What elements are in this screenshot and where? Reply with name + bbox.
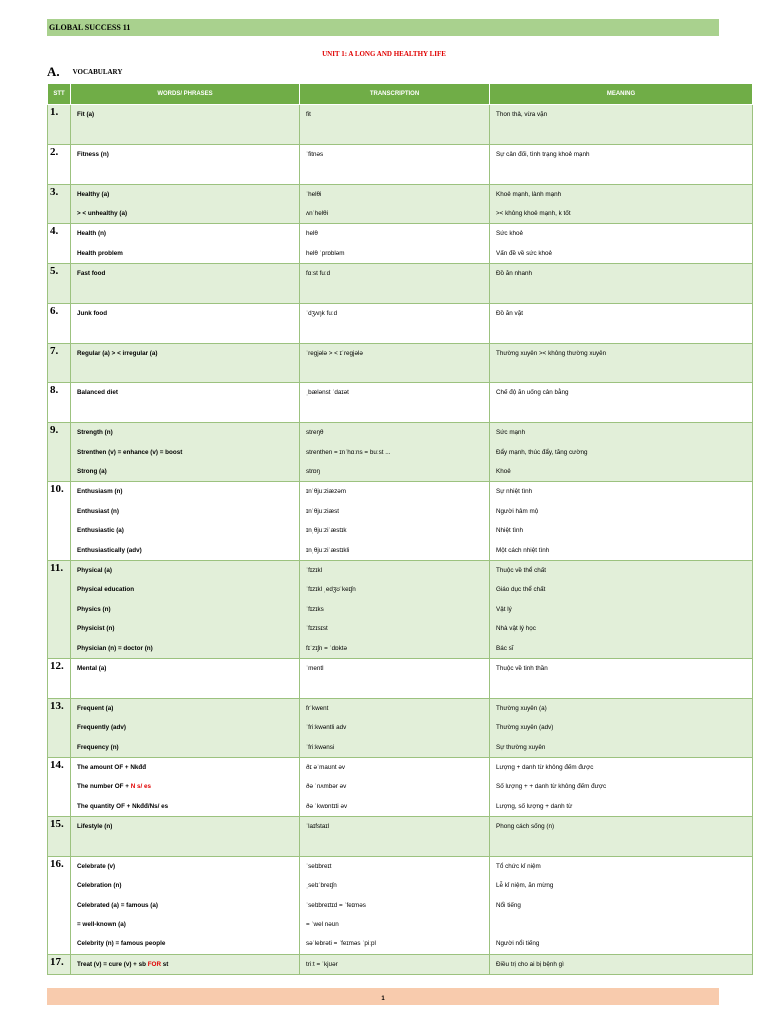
word-cell-line: The amount OF + Nkđđ bbox=[77, 763, 147, 771]
transcription-cell-line: fɑːst fuːd bbox=[306, 270, 331, 278]
word-cell-line bbox=[71, 678, 299, 697]
word-cell-line bbox=[71, 284, 299, 303]
column-header-transcription: TRANSCRIPTION bbox=[300, 84, 490, 105]
word-cell-line: Celebrity (n) = famous people bbox=[77, 940, 166, 948]
row-number: 7. bbox=[48, 343, 71, 383]
transcription-cell-line: ˈfɪzɪkl ˌedʒʊˈkeɪʃn bbox=[306, 586, 356, 594]
transcription-cell-line: ˈregjələ > < ɪˈregjələ bbox=[306, 349, 363, 357]
meaning-cell bbox=[490, 144, 753, 184]
meaning-cell-line: Thon thả, vừa vặn bbox=[496, 111, 548, 118]
transcription-cell bbox=[300, 658, 490, 698]
transcription-cell-line: ˈfɪzɪks bbox=[306, 605, 324, 613]
meaning-cell-line bbox=[490, 124, 752, 143]
word-cell-line bbox=[71, 124, 299, 143]
transcription-cell-line bbox=[300, 284, 489, 303]
meaning-cell bbox=[490, 105, 753, 145]
word-cell-line bbox=[71, 164, 299, 183]
transcription-cell-line: ˈselɪbreɪt bbox=[306, 862, 332, 870]
table-body bbox=[48, 105, 753, 975]
word-cell-line: Physics (n) bbox=[77, 605, 111, 613]
transcription-cell-line: ˌselɪˈbreɪʃn bbox=[306, 882, 337, 890]
page-number: 1 bbox=[381, 996, 385, 1002]
section-heading bbox=[47, 63, 122, 79]
table-row bbox=[48, 105, 753, 145]
highlighted-fragment: N s/ es bbox=[130, 783, 152, 791]
transcription-cell bbox=[300, 817, 490, 857]
section-letter: A. bbox=[47, 64, 60, 79]
word-cell bbox=[71, 658, 300, 698]
row-number: 8. bbox=[48, 383, 71, 423]
transcription-cell-line: strɒŋ bbox=[306, 468, 320, 476]
word-cell-line: Physician (n) = doctor (n) bbox=[77, 644, 153, 652]
meaning-cell-line: Đẩy mạnh, thúc đẩy, tăng cường bbox=[496, 448, 588, 456]
transcription-cell-line: ˈselɪbreɪtɪd = ˈfeɪməs bbox=[306, 901, 366, 909]
meaning-cell-line: Sự cân đối, tình trạng khoẻ mạnh bbox=[496, 150, 590, 158]
word-cell-line bbox=[71, 323, 299, 342]
word-cell-line: Enthusiast (n) bbox=[77, 507, 119, 515]
word-cell-line: = well-known (a) bbox=[77, 921, 126, 929]
meaning-cell-line: Lượng, số lượng + danh từ bbox=[496, 802, 573, 810]
word-cell-line: Enthusiastically (adv) bbox=[77, 546, 142, 554]
transcription-cell-line bbox=[300, 403, 489, 422]
column-header-stt: STT bbox=[48, 84, 71, 105]
word-cell-line bbox=[71, 403, 299, 422]
table-row bbox=[48, 856, 753, 954]
row-number: 5. bbox=[48, 264, 71, 304]
meaning-cell bbox=[490, 856, 753, 954]
transcription-cell-line: ɪnˌθjuːziˈæstɪkli bbox=[306, 546, 350, 554]
row-number: 13. bbox=[48, 698, 71, 757]
meaning-cell-line: Thường xuyên (a) bbox=[496, 704, 547, 712]
row-number: 4. bbox=[48, 224, 71, 264]
transcription-cell-line: ˈhelθi bbox=[306, 190, 322, 198]
meaning-cell-line: Đồ ăn vặt bbox=[496, 309, 523, 317]
transcription-cell-line: ɪnˈθjuːziæzəm bbox=[306, 488, 347, 496]
transcription-cell-line bbox=[300, 124, 489, 143]
transcription-cell-line: strenthen = ɪnˈhɑːns = buːst ... bbox=[306, 448, 391, 456]
transcription-cell-line: ˈfɪzɪsɪst bbox=[306, 625, 328, 633]
word-cell-line: Frequently (adv) bbox=[77, 724, 126, 732]
column-header-meaning: MEANING bbox=[490, 84, 753, 105]
word-cell-line: Fit (a) bbox=[77, 111, 95, 118]
section-label: VOCABULARY bbox=[72, 68, 123, 76]
highlighted-fragment: FOR bbox=[147, 960, 161, 968]
meaning-cell-line: Số lượng + + danh từ không đếm được bbox=[496, 783, 607, 791]
meaning-cell-line: Lượng + danh từ không đếm được bbox=[496, 763, 594, 771]
word-cell-line bbox=[71, 836, 299, 855]
meaning-cell-line: Khoẻ bbox=[496, 468, 511, 476]
transcription-cell-line: ˈfriːkwəntli adv bbox=[306, 724, 347, 732]
column-header-words: WORDS/ PHRASES bbox=[71, 84, 300, 105]
transcription-cell-line: helθ ˈprɒbləm bbox=[306, 249, 345, 257]
meaning-cell-line bbox=[490, 363, 752, 382]
table-row bbox=[48, 303, 753, 343]
meaning-cell-line: Thường xuyên >< không thường xuyên bbox=[496, 349, 607, 357]
transcription-cell bbox=[300, 144, 490, 184]
transcription-cell-line: ɪnˈθjuːziæst bbox=[306, 507, 340, 515]
word-cell bbox=[71, 423, 300, 482]
meaning-cell-line: Nhiệt tình bbox=[496, 527, 523, 535]
meaning-cell-line: Thường xuyên (adv) bbox=[496, 724, 554, 732]
transcription-cell bbox=[300, 343, 490, 383]
table-row bbox=[48, 698, 753, 757]
transcription-cell-line: streŋθ bbox=[306, 429, 324, 437]
transcription-cell-line: ˈdʒʌŋk fuːd bbox=[306, 309, 338, 317]
meaning-cell-line: Nổi tiếng bbox=[496, 901, 521, 909]
word-cell-line: Enthusiastic (a) bbox=[77, 527, 124, 535]
table-row bbox=[48, 423, 753, 482]
transcription-cell-line: helθ bbox=[306, 230, 318, 238]
word-cell-line: Lifestyle (n) bbox=[77, 823, 113, 831]
transcription-cell bbox=[300, 757, 490, 816]
table-row bbox=[48, 482, 753, 561]
transcription-cell-line bbox=[300, 836, 489, 855]
row-number: 10. bbox=[48, 482, 71, 561]
row-number: 16. bbox=[48, 856, 71, 954]
table-row bbox=[48, 658, 753, 698]
word-cell bbox=[71, 757, 300, 816]
transcription-cell-line bbox=[300, 164, 489, 183]
word-cell-line: Celebration (n) bbox=[77, 882, 122, 890]
word-cell-line: Physical education bbox=[77, 586, 135, 594]
transcription-cell-line: səˈlebrəti = ˈfeɪməs ˈpiːpl bbox=[306, 940, 376, 948]
transcription-cell bbox=[300, 303, 490, 343]
table-row bbox=[48, 560, 753, 658]
meaning-cell bbox=[490, 264, 753, 304]
row-number: 15. bbox=[48, 817, 71, 857]
word-cell bbox=[71, 184, 300, 224]
meaning-cell-line: Khoẻ mạnh, lành mạnh bbox=[496, 190, 562, 198]
word-cell bbox=[71, 144, 300, 184]
meaning-cell bbox=[490, 482, 753, 561]
row-number: 14. bbox=[48, 757, 71, 816]
meaning-cell-line: Sự nhiệt tình bbox=[496, 488, 533, 496]
word-cell-line: Physical (a) bbox=[77, 566, 112, 574]
table-row bbox=[48, 144, 753, 184]
transcription-cell bbox=[300, 423, 490, 482]
meaning-cell bbox=[490, 343, 753, 383]
transcription-cell bbox=[300, 264, 490, 304]
transcription-cell-line: fit bbox=[306, 111, 311, 118]
meaning-cell-line: Vấn đề về sức khoẻ bbox=[496, 249, 553, 257]
transcription-cell bbox=[300, 184, 490, 224]
word-cell-line: Enthusiasm (n) bbox=[77, 488, 123, 496]
word-cell bbox=[71, 343, 300, 383]
row-number: 3. bbox=[48, 184, 71, 224]
meaning-cell-line bbox=[490, 915, 752, 934]
word-cell bbox=[71, 856, 300, 954]
word-cell-line: Frequency (n) bbox=[77, 743, 119, 751]
word-cell-line: Treat (v) = cure (v) + sb FOR st bbox=[77, 960, 169, 968]
table-row bbox=[48, 343, 753, 383]
word-cell-line: Health problem bbox=[77, 249, 123, 257]
row-number: 17. bbox=[48, 954, 71, 974]
meaning-cell bbox=[490, 383, 753, 423]
word-cell-line: Celebrated (a) = famous (a) bbox=[77, 901, 159, 909]
meaning-cell bbox=[490, 757, 753, 816]
meaning-cell bbox=[490, 954, 753, 974]
meaning-cell-line: Phong cách sống (n) bbox=[496, 823, 555, 831]
row-number: 6. bbox=[48, 303, 71, 343]
word-cell-line: Mental (a) bbox=[77, 664, 107, 672]
meaning-cell-line: Người hâm mộ bbox=[496, 507, 539, 515]
word-cell-line: Celebrate (v) bbox=[77, 862, 116, 870]
vocabulary-table bbox=[47, 83, 753, 975]
meaning-cell-line: >< không khoẻ mạnh, k tốt bbox=[496, 209, 571, 217]
meaning-cell-line: Giáo dục thể chất bbox=[496, 586, 546, 594]
transcription-cell-line: ˈmentl bbox=[306, 664, 324, 672]
meaning-cell-line: Lễ kỉ niệm, ăn mừng bbox=[496, 882, 554, 890]
word-cell-line: Health (n) bbox=[77, 230, 107, 238]
row-number: 1. bbox=[48, 105, 71, 145]
meaning-cell-line bbox=[490, 836, 752, 855]
word-cell bbox=[71, 105, 300, 145]
meaning-cell bbox=[490, 303, 753, 343]
meaning-cell-line: Điều trị cho ai bị bệnh gì bbox=[496, 960, 564, 968]
meaning-cell-line: Chế độ ăn uống cân bằng bbox=[496, 389, 569, 397]
word-cell-line bbox=[71, 363, 299, 382]
word-cell bbox=[71, 482, 300, 561]
word-cell-line: The quantity OF + Nkđđ/Ns/ es bbox=[77, 802, 169, 810]
transcription-cell bbox=[300, 482, 490, 561]
word-cell-line: Frequent (a) bbox=[77, 704, 114, 712]
meaning-cell-line: Bác sĩ bbox=[496, 644, 514, 652]
row-number: 12. bbox=[48, 658, 71, 698]
transcription-cell-line bbox=[300, 678, 489, 697]
transcription-cell-line bbox=[300, 323, 489, 342]
word-cell-line: Strenthen (v) = enhance (v) = boost bbox=[77, 448, 183, 456]
word-cell-line: Junk food bbox=[77, 309, 108, 317]
meaning-cell-line bbox=[490, 164, 752, 183]
meaning-cell-line: Thuộc về tinh thần bbox=[496, 664, 548, 672]
word-cell-line: > < unhealthy (a) bbox=[77, 209, 128, 217]
transcription-cell-line: ðə ˈkwɒntɪti əv bbox=[306, 802, 348, 810]
meaning-cell-line: Một cách nhiệt tình bbox=[496, 546, 550, 554]
meaning-cell-line: Sức khoẻ bbox=[496, 230, 523, 238]
meaning-cell-line: Đồ ăn nhanh bbox=[496, 270, 533, 278]
table-row bbox=[48, 817, 753, 857]
table-header-row bbox=[48, 84, 753, 105]
word-cell bbox=[71, 303, 300, 343]
meaning-cell bbox=[490, 817, 753, 857]
word-cell-line: Strong (a) bbox=[77, 468, 107, 476]
row-number: 2. bbox=[48, 144, 71, 184]
transcription-cell-line: ˈfitnəs bbox=[306, 150, 324, 158]
table-row bbox=[48, 184, 753, 224]
meaning-cell-line: Sự thường xuyên bbox=[496, 743, 546, 751]
transcription-cell bbox=[300, 954, 490, 974]
transcription-cell bbox=[300, 856, 490, 954]
meaning-cell-line: Thuộc về thể chất bbox=[496, 566, 547, 574]
meaning-cell bbox=[490, 224, 753, 264]
meaning-cell bbox=[490, 184, 753, 224]
transcription-cell bbox=[300, 105, 490, 145]
footer-bar bbox=[47, 988, 719, 1005]
table-row bbox=[48, 264, 753, 304]
word-cell bbox=[71, 698, 300, 757]
meaning-cell-line: Vật lý bbox=[496, 605, 512, 613]
meaning-cell bbox=[490, 423, 753, 482]
table-row bbox=[48, 954, 753, 974]
word-cell bbox=[71, 264, 300, 304]
transcription-cell-line: ðə ˈnʌmbər əv bbox=[306, 783, 347, 791]
word-cell-line: The number OF + N s/ es bbox=[77, 783, 152, 791]
book-title: GLOBAL SUCCESS 11 bbox=[49, 23, 131, 32]
header-bar bbox=[47, 19, 719, 36]
transcription-cell-line: ʌnˈhelθi bbox=[306, 209, 329, 217]
meaning-cell-line bbox=[490, 284, 752, 303]
word-cell-line: Strength (n) bbox=[77, 429, 113, 437]
meaning-cell bbox=[490, 658, 753, 698]
meaning-cell-line: Người nổi tiếng bbox=[496, 940, 540, 948]
word-cell bbox=[71, 954, 300, 974]
word-cell bbox=[71, 560, 300, 658]
meaning-cell-line bbox=[490, 323, 752, 342]
word-cell-line: Balanced diet bbox=[77, 389, 118, 397]
transcription-cell-line: fɪˈzɪʃn = ˈdɒktə bbox=[306, 644, 348, 652]
word-cell-line: Fitness (n) bbox=[77, 150, 109, 158]
unit-title: UNIT 1: A LONG AND HEALTHY LIFE bbox=[322, 50, 446, 58]
meaning-cell-line bbox=[490, 403, 752, 422]
word-cell bbox=[71, 817, 300, 857]
transcription-cell bbox=[300, 224, 490, 264]
transcription-cell-line: ɪnˌθjuːziˈæstɪk bbox=[306, 527, 347, 535]
word-cell-line: Physicist (n) bbox=[77, 625, 115, 633]
meaning-cell bbox=[490, 698, 753, 757]
word-cell bbox=[71, 383, 300, 423]
word-cell-line: Regular (a) > < irregular (a) bbox=[77, 349, 158, 357]
meaning-cell bbox=[490, 560, 753, 658]
meaning-cell-line: Tổ chức kỉ niệm bbox=[496, 862, 541, 870]
table-row bbox=[48, 757, 753, 816]
meaning-cell-line: Nhà vật lý học bbox=[496, 625, 536, 633]
transcription-cell-line: = ˈwel nəʊn bbox=[306, 921, 339, 929]
transcription-cell-line: ˈfriːkwənsi bbox=[306, 743, 335, 751]
row-number: 11. bbox=[48, 560, 71, 658]
transcription-cell-line: triːt = ˈkjʊər bbox=[306, 960, 338, 968]
meaning-cell-line bbox=[490, 678, 752, 697]
meaning-cell-line: Sức mạnh bbox=[496, 429, 526, 437]
transcription-cell-line: ˌbælənst ˈdaɪət bbox=[306, 389, 349, 397]
transcription-cell-line: ˈfɪzɪkl bbox=[306, 566, 323, 574]
row-number: 9. bbox=[48, 423, 71, 482]
word-cell-line: Fast food bbox=[77, 270, 106, 278]
transcription-cell-line: ðɪ əˈmaʊnt əv bbox=[306, 763, 346, 771]
transcription-cell bbox=[300, 698, 490, 757]
word-cell-line: Healthy (a) bbox=[77, 190, 110, 198]
word-cell bbox=[71, 224, 300, 264]
transcription-cell bbox=[300, 560, 490, 658]
transcription-cell-line bbox=[300, 363, 489, 382]
transcription-cell bbox=[300, 383, 490, 423]
table-row bbox=[48, 383, 753, 423]
transcription-cell-line: frˈkwent bbox=[306, 704, 329, 712]
transcription-cell-line: ˈlaɪfstaɪl bbox=[306, 823, 330, 831]
table-row bbox=[48, 224, 753, 264]
